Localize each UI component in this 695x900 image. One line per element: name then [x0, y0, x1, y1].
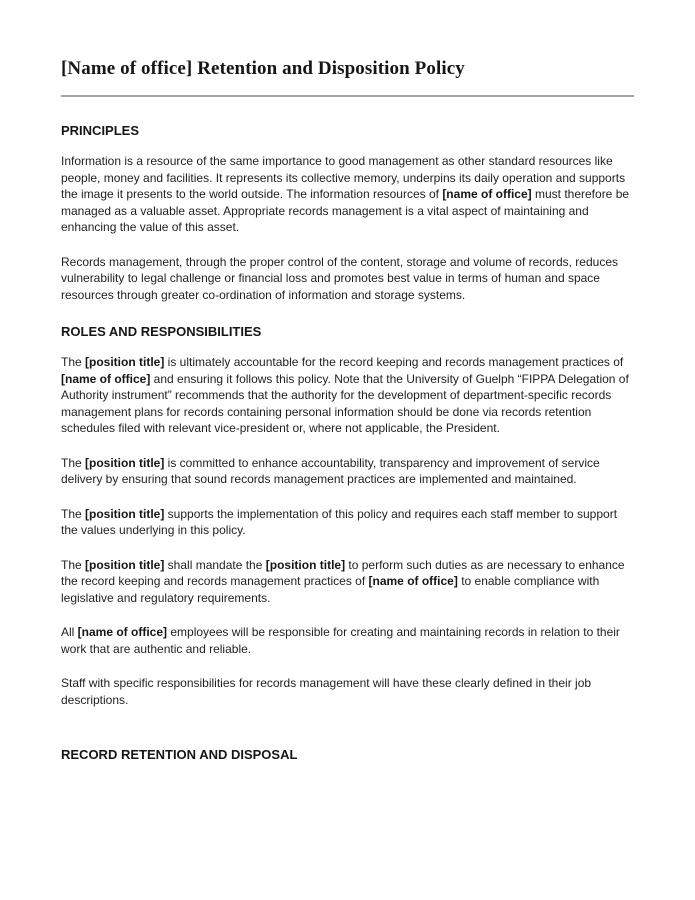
- body-text: All: [61, 625, 78, 639]
- body-text: shall mandate the: [164, 557, 266, 572]
- placeholder-text: [position title]: [85, 557, 165, 572]
- body-text: is ultimately accountable for the record keeping and records management practices of: [164, 355, 624, 369]
- placeholder-text: [name of office]: [61, 371, 151, 386]
- body-text: supports the implementation of this policy and requires each staff member to support the values underlying in this policy.: [61, 506, 618, 537]
- placeholder-text: [position title]: [85, 455, 165, 470]
- body-text: to perform such duties as are necessary to enhance the record keeping and records management practices of: [61, 557, 625, 588]
- body-text: employees will be responsible for creating and maintaining records in relation to their work that are authentic and reliable.: [61, 625, 620, 656]
- body-text: Staff with specific responsibilities for records management will have these clearly defined in their job descriptions.: [61, 676, 592, 707]
- title-divider: [61, 95, 634, 97]
- placeholder-text: [name of office]: [368, 574, 458, 588]
- body-text: The: [61, 455, 86, 470]
- paragraph-roles-3: [61, 506, 634, 539]
- body-text: Information is a resource of the same importance to good management as other standard resources like people, money and facilities. It represents its collective memory, underpins its daily operation and supports the image it presents to the world outside. The information resources of: [61, 154, 626, 201]
- section-heading-record-retention-and-disposal: RECORD RETENTION AND DISPOSAL: [61, 747, 298, 762]
- body-text: is committed to enhance accountability, transparency and improvement of service delivery by ensuring that sound records management practices are implemented and maintained.: [61, 455, 600, 486]
- body-text: Records management, through the proper control of the content, storage and volume of records, reduces vulnerability to legal challenge or financial loss and promotes best value in terms of human and space resources through greater co-ordination of information and storage systems.: [61, 254, 618, 302]
- body-text: must therefore be managed as a valuable asset. Appropriate records management is a vital aspect of maintaining and enhancing the value of this asset.: [61, 187, 630, 234]
- section-heading-principles: PRINCIPLES: [61, 123, 140, 138]
- paragraph-roles-6: [61, 675, 634, 708]
- paragraph-roles-4: [61, 557, 634, 607]
- placeholder-text: [name of office]: [77, 625, 168, 639]
- paragraph-roles-5: [61, 624, 634, 657]
- paragraph-roles-1: [61, 354, 634, 437]
- placeholder-text: [position title]: [265, 557, 346, 572]
- section-heading-roles-and-responsibilities: ROLES AND RESPONSIBILITIES: [61, 324, 262, 339]
- paragraph-roles-2: [61, 455, 634, 488]
- body-text: The: [61, 557, 86, 572]
- body-text: to enable compliance with legislative and regulatory requirements.: [61, 574, 600, 605]
- paragraph-principles-2: [61, 254, 634, 304]
- document-title: [Name of office] Retention and Disposition Policy: [61, 58, 465, 79]
- placeholder-text: [name of office]: [442, 187, 532, 201]
- body-text: The: [61, 506, 86, 521]
- body-text: The: [61, 355, 86, 369]
- paragraph-principles-1: [61, 153, 634, 236]
- placeholder-text: [position title]: [85, 506, 165, 521]
- body-text: and ensuring it follows this policy. Note that the University of Guelph “FIPPA Delegation of Authority instrument” recommends that the authority for the development of department-specific records management plans for records containing personal information should be done via records retention schedules filed with relevant vice-president or, where not applicable, the President.: [61, 371, 629, 435]
- placeholder-text: [position title]: [85, 355, 165, 369]
